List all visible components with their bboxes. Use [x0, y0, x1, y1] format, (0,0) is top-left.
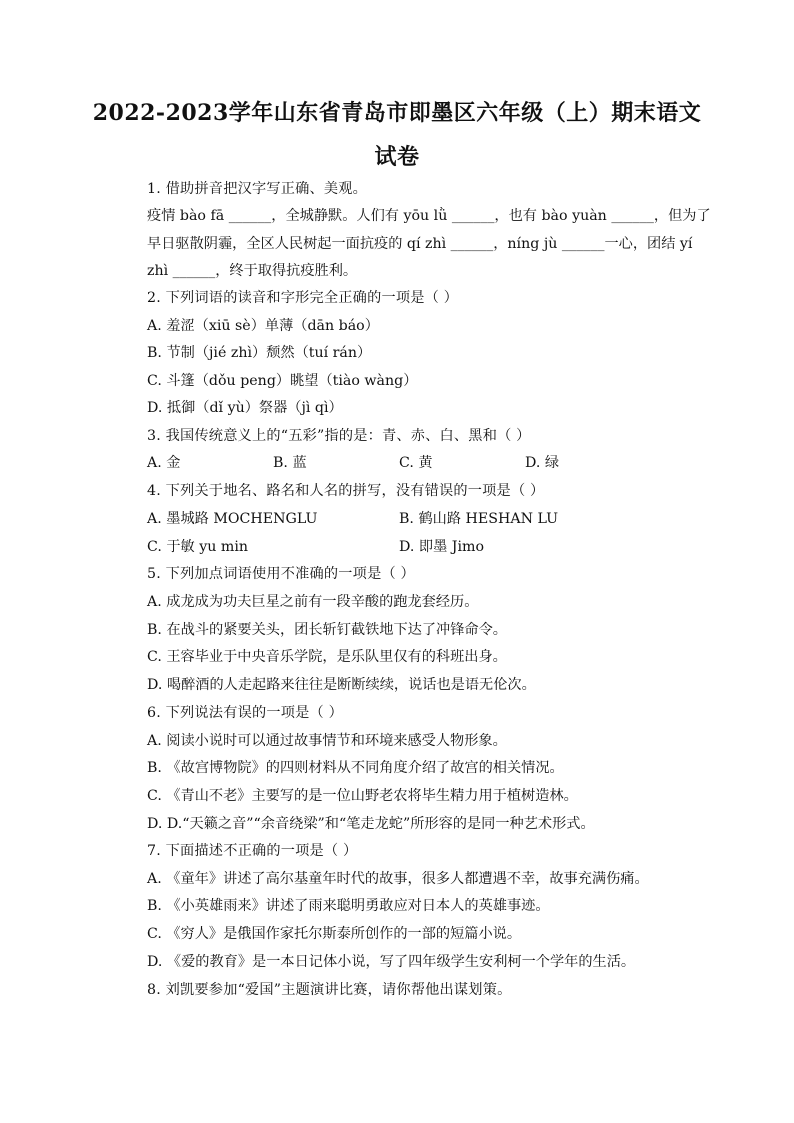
question-5-option-d: D. 喝醉酒的人走起路来往往是断断续续，说话也是语无伦次。: [147, 677, 536, 693]
question-5-option-a: A. 成龙成为功夫巨星之前有一段辛酸的跑龙套经历。: [147, 594, 479, 610]
question-3-option-d: D. 绿: [525, 455, 560, 471]
question-4-options-row2: [147, 537, 677, 557]
question-5-stem: 5. 下列加点词语使用不准确的一项是（ ）: [147, 566, 415, 582]
question-2-option-a: A. 羞涩（xiū sè）单薄（dān báo）: [147, 318, 379, 334]
question-5-option-c: C. 王容毕业于中央音乐学院，是乐队里仅有的科班出身。: [147, 649, 507, 665]
exam-title-line2: 试卷: [374, 144, 420, 170]
question-2-option-d: D. 抵御（dǐ yù）祭器（jì qì）: [147, 400, 343, 416]
question-3-option-b: B. 蓝: [273, 455, 307, 471]
question-6-option-a: A. 阅读小说时可以通过故事情节和环境来感受人物形象。: [147, 733, 507, 749]
question-6-option-b: B. 《故宫博物院》的四则材料从不同角度介绍了故宫的相关情况。: [147, 760, 564, 776]
question-6-option-c: C. 《青山不老》主要写的是一位山野老农将毕生精力用于植树造林。: [147, 788, 578, 804]
question-7-option-c: C. 《穷人》是俄国作家托尔斯泰所创作的一部的短篇小说。: [147, 926, 522, 942]
question-3-option-c: C. 黄: [399, 455, 433, 471]
question-7-option-b: B. 《小英雄雨来》讲述了雨来聪明勇敢应对日本人的英雄事迹。: [147, 898, 550, 914]
question-5-option-b: B. 在战斗的紧要关头，团长斩钉截铁地下达了冲锋命令。: [147, 622, 507, 638]
question-6-option-d: D. D.“天籁之音”“余音绕梁”和“笔走龙蛇”所形容的是同一种艺术形式。: [147, 816, 595, 832]
question-7-option-a: A. 《童年》讲述了高尔基童年时代的故事，很多人都遭遇不幸，故事充满伤痛。: [147, 871, 649, 887]
question-3-stem: 3. 我国传统意义上的“五彩”指的是：青、赤、白、黑和（ ）: [147, 428, 531, 444]
question-1-line2: 早日驱散阴霾，全区人民树起一面抗疫的 qí zhì ______，níng jù ______一心，团结 yí: [147, 236, 693, 252]
question-4-option-b: B. 鹤山路 HESHAN LU: [399, 511, 559, 527]
question-1-stem: 1. 借助拼音把汉字写正确、美观。: [147, 181, 368, 197]
question-4-stem: 4. 下列关于地名、路名和人名的拼写，没有错误的一项是（ ）: [147, 483, 545, 499]
question-6-stem: 6. 下列说法有误的一项是（ ）: [147, 705, 344, 721]
question-2-option-b: B. 节制（jié zhì）颓然（tuí rán）: [147, 345, 372, 361]
question-1-line3: zhì ______，终于取得抗疫胜利。: [147, 263, 358, 279]
question-4-option-a: A. 墨城路 MOCHENGLU: [147, 511, 318, 527]
exam-title-line1: 2022-2023学年山东省青岛市即墨区六年级（上）期末语文: [92, 100, 702, 126]
question-2-option-c: C. 斗篷（dǒu peng）眺望（tiào wàng）: [147, 373, 418, 389]
question-1-line1: 疫情 bào fā ______，全城静默。人们有 yōu lǜ ______，也有 bào yuàn ______，但为了: [147, 208, 711, 224]
question-2-stem: 2. 下列词语的读音和字形完全正确的一项是（ ）: [147, 290, 459, 306]
question-4-option-d: D. 即墨 Jimo: [399, 539, 484, 555]
question-3-options: [147, 453, 677, 473]
question-7-option-d: D. 《爱的教育》是一本日记体小说，写了四年级学生安利柯一个学年的生活。: [147, 954, 636, 970]
question-7-stem: 7. 下面描述不正确的一项是（ ）: [147, 843, 358, 859]
question-4-option-c: C. 于敏 yu min: [147, 539, 249, 555]
question-4-options-row1: [147, 509, 677, 529]
question-8-stem: 8. 刘凯要参加“爱国”主题演讲比赛，请你帮他出谋划策。: [147, 982, 512, 998]
question-3-option-a: A. 金: [147, 455, 181, 471]
